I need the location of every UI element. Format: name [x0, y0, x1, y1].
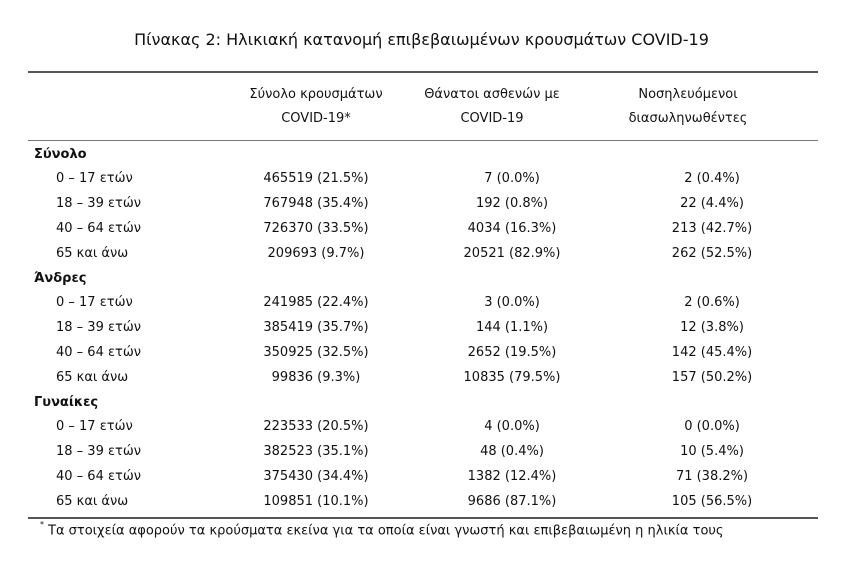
cell-intubated: 2 (0.4%) [684, 171, 740, 186]
cell-deaths: 9686 (87.1%) [467, 494, 557, 509]
cell-deaths: 48 (0.4%) [480, 444, 544, 459]
cell-intubated: 213 (42.7%) [671, 221, 753, 236]
table-row [0, 166, 843, 191]
column-header-line: Σύνολο κρουσμάτων [249, 87, 383, 102]
column-header-line: Νοσηλευόμενοι [638, 87, 738, 102]
table-row [0, 340, 843, 365]
table-row [0, 464, 843, 489]
cell-intubated: 12 (3.8%) [680, 320, 744, 335]
cell-total-cases: 385419 (35.7%) [263, 320, 369, 335]
table-row [0, 315, 843, 340]
table-row [0, 191, 843, 216]
cell-intubated: 10 (5.4%) [680, 444, 744, 459]
table-row [0, 365, 843, 390]
bottom-rule [28, 517, 818, 519]
cell-intubated: 2 (0.6%) [684, 295, 740, 310]
column-header-line: διασωληνωθέντες [628, 111, 748, 126]
column-header-intubated [588, 83, 788, 131]
cell-deaths: 3 (0.0%) [484, 295, 540, 310]
cell-total-cases: 767948 (35.4%) [263, 196, 369, 211]
cell-deaths: 10835 (79.5%) [463, 370, 561, 385]
cell-deaths: 1382 (12.4%) [467, 469, 557, 484]
row-label: 18 – 39 ετών [56, 196, 141, 211]
column-header-total-cases [216, 83, 416, 131]
cell-total-cases: 99836 (9.3%) [271, 370, 361, 385]
row-label: 0 – 17 ετών [56, 295, 133, 310]
row-label: 0 – 17 ετών [56, 419, 133, 434]
cell-total-cases: 223533 (20.5%) [263, 419, 369, 434]
row-label: 18 – 39 ετών [56, 320, 141, 335]
column-header-line: Θάνατοι ασθενών με [424, 87, 560, 102]
cell-total-cases: 109851 (10.1%) [263, 494, 369, 509]
cell-intubated: 0 (0.0%) [684, 419, 740, 434]
cell-intubated: 22 (4.4%) [680, 196, 744, 211]
cell-intubated: 262 (52.5%) [671, 246, 753, 261]
cell-deaths: 7 (0.0%) [484, 171, 540, 186]
table-row [0, 489, 843, 514]
table-body [0, 142, 843, 514]
row-label: 18 – 39 ετών [56, 444, 141, 459]
header-rule [28, 140, 818, 141]
row-label: 40 – 64 ετών [56, 221, 141, 236]
cell-total-cases: 209693 (9.7%) [267, 246, 365, 261]
column-header-line: COVID-19* [281, 111, 351, 126]
cell-deaths: 4034 (16.3%) [467, 221, 557, 236]
cell-total-cases: 241985 (22.4%) [263, 295, 369, 310]
top-rule [28, 71, 818, 73]
row-label: 65 και άνω [56, 370, 129, 385]
cell-deaths: 4 (0.0%) [484, 419, 540, 434]
row-label: 40 – 64 ετών [56, 345, 141, 360]
group-title: Γυναίκες [34, 395, 99, 410]
row-label: 40 – 64 ετών [56, 469, 141, 484]
table-row [0, 290, 843, 315]
cell-intubated: 105 (56.5%) [671, 494, 753, 509]
row-label: 0 – 17 ετών [56, 171, 133, 186]
footnote-mark: * [40, 520, 44, 529]
column-header-deaths [392, 83, 592, 131]
table-row [0, 414, 843, 439]
row-label: 65 και άνω [56, 246, 129, 261]
group-title: Σύνολο [34, 147, 87, 162]
table-title: Πίνακας 2: Ηλικιακή κατανομή επιβεβαιωμένων κρουσμάτων COVID-19 [134, 30, 709, 49]
cell-intubated: 142 (45.4%) [671, 345, 753, 360]
cell-intubated: 157 (50.2%) [671, 370, 753, 385]
table-row [0, 216, 843, 241]
cell-total-cases: 375430 (34.4%) [263, 469, 369, 484]
cell-total-cases: 726370 (33.5%) [263, 221, 369, 236]
cell-deaths: 144 (1.1%) [475, 320, 549, 335]
table-row [0, 439, 843, 464]
table-row [0, 241, 843, 266]
row-label: 65 και άνω [56, 494, 129, 509]
cell-total-cases: 465519 (21.5%) [263, 171, 369, 186]
cell-total-cases: 350925 (32.5%) [263, 345, 369, 360]
group-title: Άνδρες [34, 271, 87, 286]
cell-intubated: 71 (38.2%) [675, 469, 749, 484]
cell-total-cases: 382523 (35.1%) [263, 444, 369, 459]
cell-deaths: 2652 (19.5%) [467, 345, 557, 360]
footnote-text: Τα στοιχεία αφορούν τα κρούσματα εκείνα για τα οποία είναι γνωστή και επιβεβαιωμένη η ηλικία τους [48, 523, 724, 539]
column-header-line: COVID-19 [460, 111, 524, 126]
cell-deaths: 20521 (82.9%) [463, 246, 561, 261]
footnote [40, 522, 724, 538]
cell-deaths: 192 (0.8%) [475, 196, 549, 211]
